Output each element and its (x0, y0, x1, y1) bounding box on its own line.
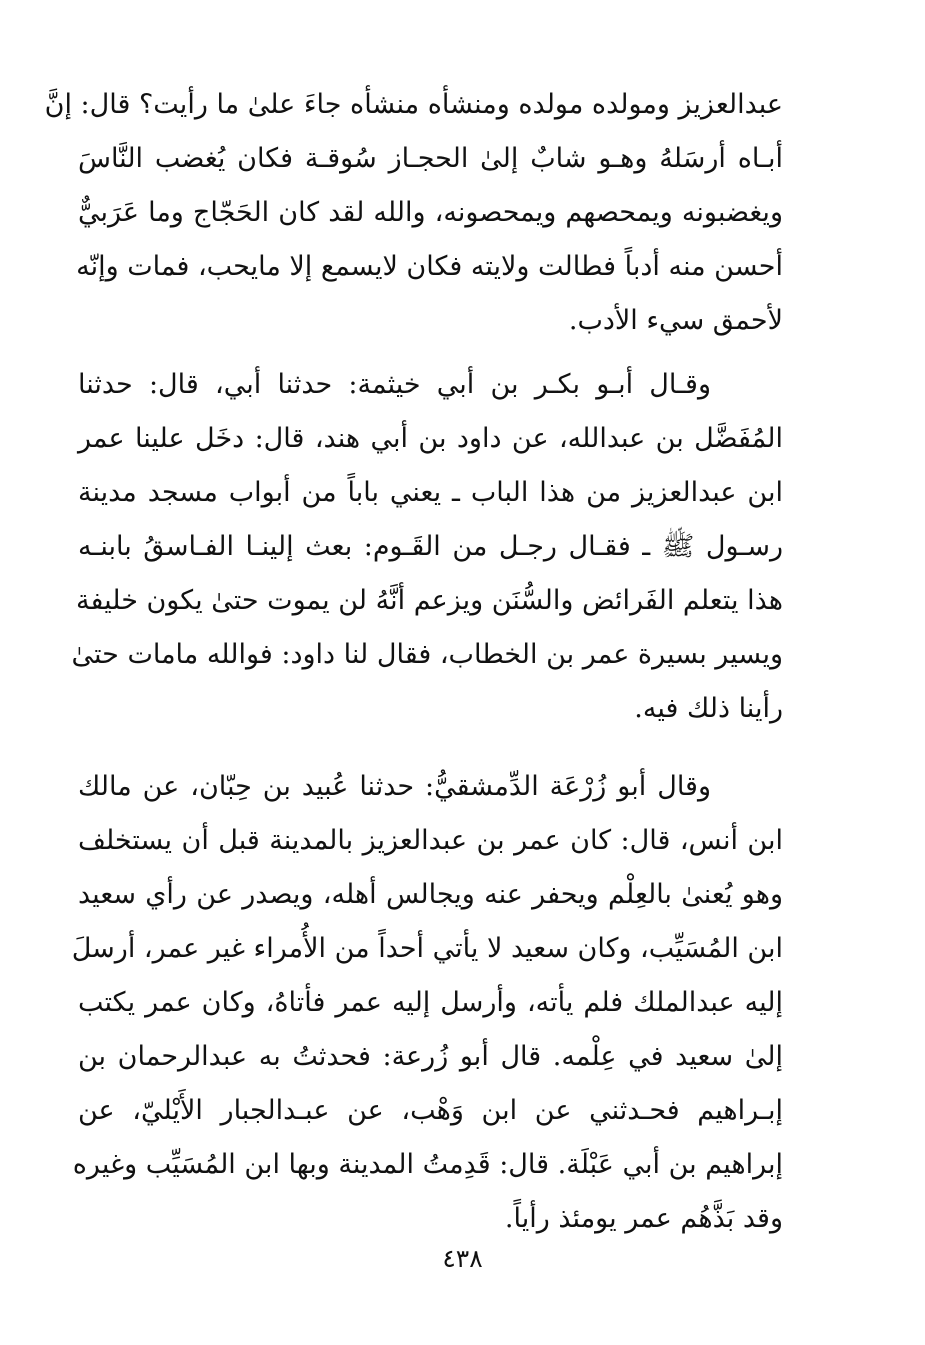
paragraph-1 (44, 78, 783, 348)
text-line: إبـراهيم فحـدثني عن ابن وَهْب، عن عبـدالجبار الأَيْليّ، عن (78, 1095, 783, 1126)
text-line: وقال أبو زُرْعَة الدِّمشقيُّ: حدثنا عُبيد بن حِبّان، عن مالك (78, 771, 711, 802)
text-line: المُفَضَّل بن عبدالله، عن داود بن أبي هند، قال: دخَل علينا عمر (78, 423, 783, 454)
text-line: إلىٰ سعيد في عِلْمه. قال أبو زُرعة: فحدثتُ به عبدالرحمان بن (78, 1041, 783, 1072)
page-number: ٤٣٨ (442, 1244, 483, 1273)
text-line: ابن المُسَيِّب، وكان سعيد لا يأتي أحداً من الأُمراء غير عمر، أرسلَ (71, 933, 783, 964)
text-line: رسـول ﷺ ـ فقـال رجـل من القَـوم: بعث إلينـا الفـاسقُ بابنـه (78, 531, 783, 562)
text-line: وهو يُعنىٰ بالعِلْم ويحفر عنه ويجالس أهله، ويصدر عن رأي سعيد (78, 879, 783, 910)
text-line: ابن عبدالعزيز من هذا الباب ـ يعني باباً من أبواب مسجد مدينة (78, 477, 783, 508)
text-line: ويسير بسيرة عمر بن الخطاب، فقال لنا داود: فوالله مامات حتىٰ (71, 639, 783, 670)
text-line: وقـال أبـو بكـر بن أبي خيثمة: حدثنا أبي، قال: حدثنا (78, 369, 711, 400)
paragraph-2 (71, 358, 783, 736)
paragraph-3 (71, 760, 783, 1246)
text-line: إبراهيم بن أبي عَبْلَة. قال: قَدِمتُ المدينة وبها ابن المُسَيِّب وغيره (72, 1149, 783, 1180)
text-line: إليه عبدالملك فلم يأته، وأرسل إليه عمر فأتاهُ، وكان عمر يكتب (78, 987, 783, 1018)
text-line: عبدالعزيز ومولده مولده ومنشأه منشأه جاءَ علىٰ ما رأيت؟ قال: إنَّ (44, 89, 783, 120)
text-line: وقد بَذَّهُم عمر يومئذ رأياً. (504, 1203, 783, 1234)
text-line: ويغضبونه ويمحصهم ويمحصونه، والله لقد كان الحَجّاج وما عَرَبيٌّ (78, 197, 783, 228)
text-line: أحسن منه أدباً فطالت ولايته فكان لايسمع إلا مايحب، فمات وإنّه (76, 251, 783, 282)
text-line: أبـاه أرسَلهُ وهـو شابٌ إلىٰ الحجـاز سُوقـة فكان يُغضب النَّاسَ (78, 143, 783, 174)
text-line: رأينا ذلك فيه. (634, 693, 783, 724)
text-line: ابن أنس، قال: كان عمر بن عبدالعزيز بالمدينة قبل أن يستخلف (78, 825, 783, 856)
text-line: هذا يتعلم الفَرائض والسُّنَن ويزعم أنَّهُ لن يموت حتىٰ يكون خليفة (75, 585, 783, 616)
text-line: لأحمق سيء الأدب. (568, 305, 783, 336)
